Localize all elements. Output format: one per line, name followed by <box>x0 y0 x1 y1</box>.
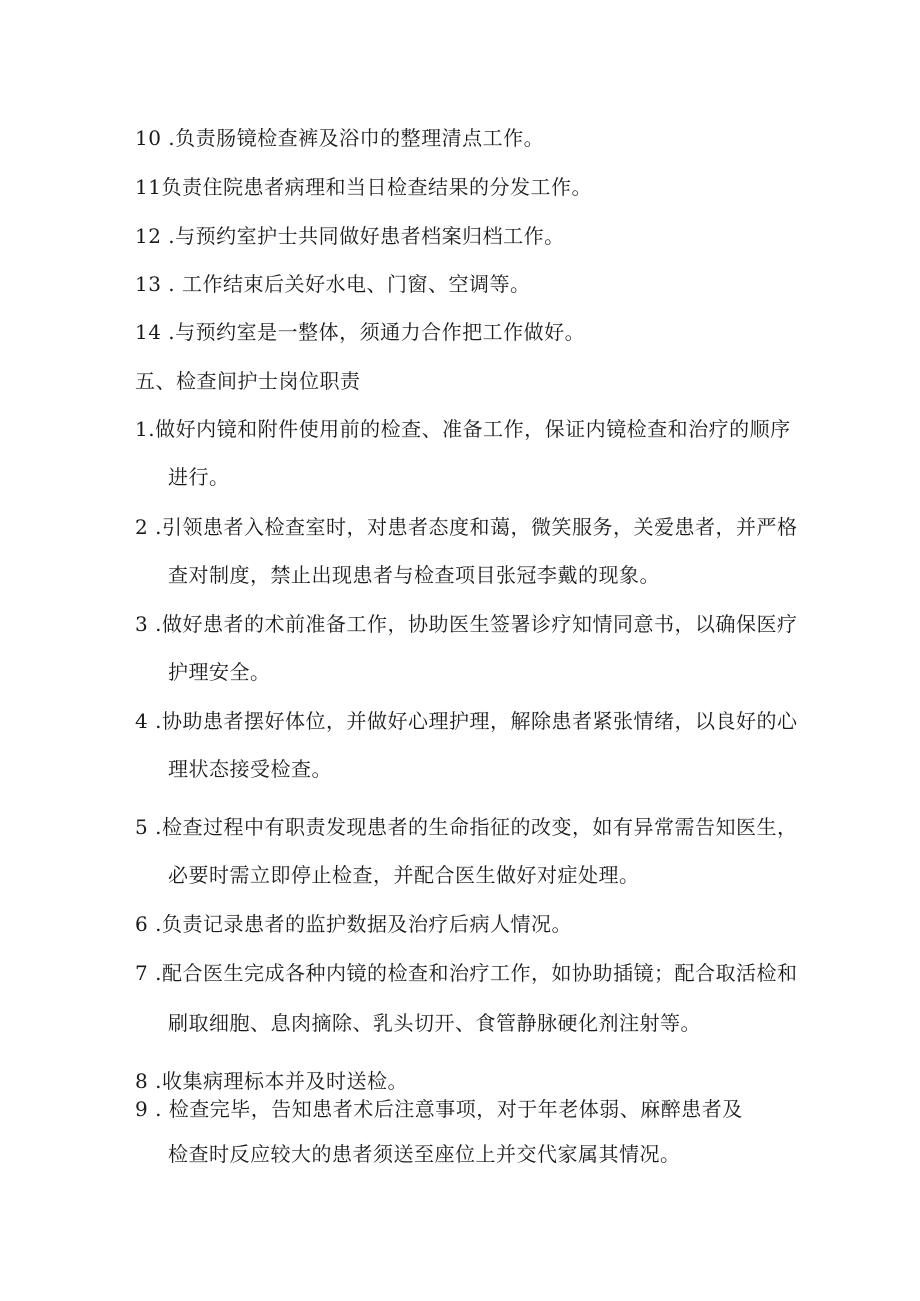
list-item-10: 10 .负责肠镜检查裤及浴巾的整理清点工作。 <box>135 126 545 150</box>
list-item-9-continuation: 检查时反应较大的患者须送至座位上并交代家属其情况。 <box>168 1142 681 1166</box>
list-item-4-continuation: 理状态接受检查。 <box>168 757 332 781</box>
list-item-2-continuation: 查对制度，禁止出现患者与检查项目张冠李戴的现象。 <box>168 563 660 587</box>
list-item-5-continuation: 必要时需立即停止检查，并配合医生做好对症处理。 <box>168 863 640 887</box>
list-item-11: 11负责住院患者病理和当日检查结果的分发工作。 <box>135 175 592 199</box>
list-item-1-continuation: 进行。 <box>168 465 230 489</box>
list-item-8: 8 .收集病理标本并及时送检。 <box>135 1069 408 1093</box>
list-item-9: 9 . 检查完毕，告知患者术后注意事项，对于年老体弱、麻醉患者及 <box>135 1097 743 1121</box>
list-item-13: 13 . 工作结束后关好水电、门窗、空调等。 <box>135 272 531 296</box>
list-item-6: 6 .负责记录患者的监护数据及治疗后病人情况。 <box>135 912 572 936</box>
list-item-2: 2 .引领患者入检查室时，对患者态度和蔼，微笑服务，关爱患者，并严格 <box>135 515 798 539</box>
list-item-3-continuation: 护理安全。 <box>168 660 271 684</box>
section-heading: 五、检查间护士岗位职责 <box>135 369 361 393</box>
list-item-1: 1.做好内镜和附件使用前的检查、准备工作，保证内镜检查和治疗的顺序 <box>135 417 791 441</box>
list-item-5: 5 .检查过程中有职责发现患者的生命指征的改变，如有异常需告知医生， <box>135 815 798 839</box>
list-item-14: 14 .与预约室是一整体，须通力合作把工作做好。 <box>135 320 586 344</box>
list-item-12: 12 .与预约室护士共同做好患者档案归档工作。 <box>135 224 565 248</box>
list-item-4: 4 .协助患者摆好体位，并做好心理护理，解除患者紧张情绪，以良好的心 <box>135 709 798 733</box>
list-item-3: 3 .做好患者的术前准备工作，协助医生签署诊疗知情同意书，以确保医疗 <box>135 612 798 636</box>
list-item-7-continuation: 刷取细胞、息肉摘除、乳头切开、食管静脉硬化剂注射等。 <box>168 1011 701 1035</box>
list-item-7: 7 .配合医生完成各种内镜的检查和治疗工作，如协助插镜；配合取活检和 <box>135 961 798 985</box>
